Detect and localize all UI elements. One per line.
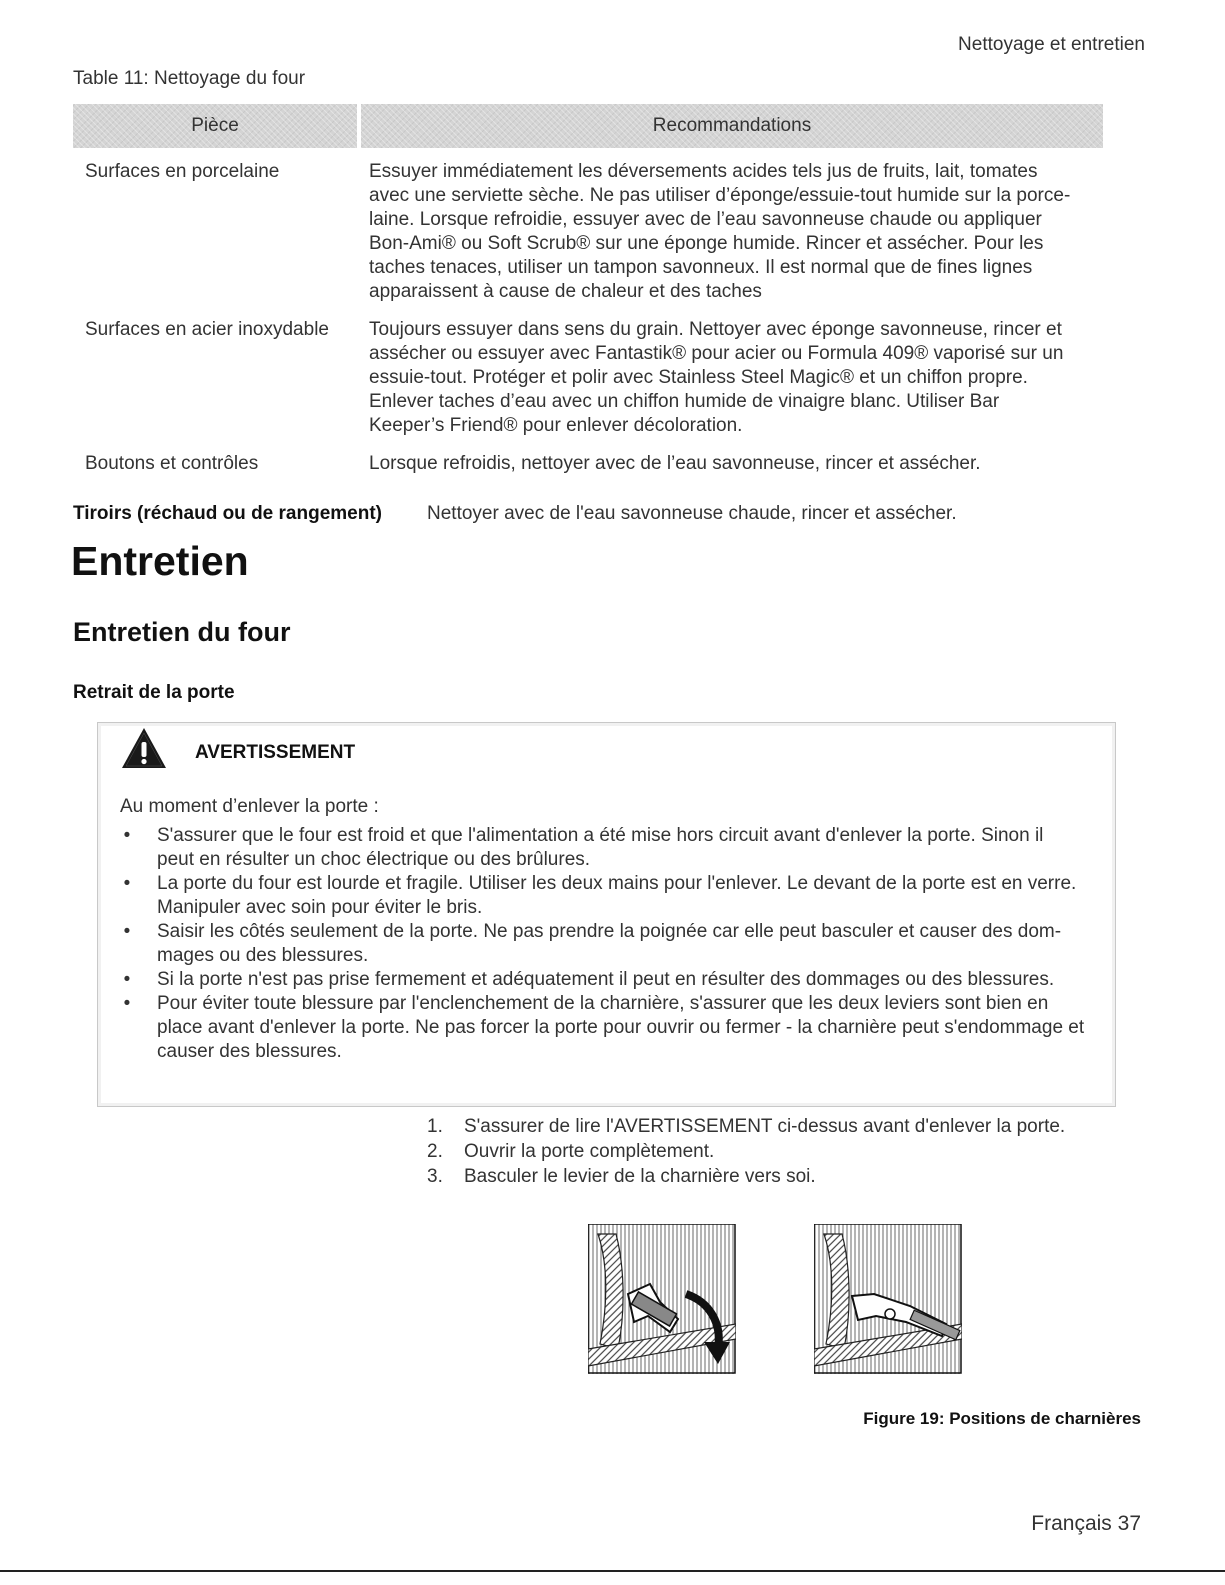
heading-entretien-du-four: Entretien du four: [73, 617, 291, 647]
text-line: Bon-Ami® ou Soft Scrub® sur une éponge humide. Rincer et assécher. Pour les: [369, 233, 1044, 254]
text-line: assécher ou essuyer avec Fantastik® pour acier ou Formula 409® vaporisé sur un: [369, 343, 1064, 364]
step-number: 2.: [427, 1141, 443, 1162]
text-line: taches tenaces, utiliser un tampon savonneux. Il est normal que de fines lignes: [369, 257, 1033, 278]
figure-caption: Figure 19: Positions de charnières: [863, 1409, 1141, 1428]
step-text: Basculer le levier de la charnière vers soi.: [464, 1166, 816, 1187]
row-part-label: Boutons et contrôles: [85, 453, 259, 474]
hinge-lever-open-illustration: [814, 1224, 962, 1374]
table-row: [73, 318, 1103, 438]
step-item: [427, 1139, 1065, 1164]
text-line: peut en résulter un choc électrique ou des brûlures.: [157, 849, 591, 870]
drawer-text: Nettoyer avec de l'eau savonneuse chaude, rincer et assécher.: [427, 503, 957, 524]
bullet: •: [123, 873, 131, 894]
list-item: [120, 872, 1109, 920]
warning-intro: Au moment d’enlever la porte :: [120, 796, 379, 817]
heading-retrait-porte: Retrait de la porte: [73, 682, 235, 703]
text-line: avec une serviette sèche. Ne pas utiliser d’éponge/essuie-tout humide sur la porce-: [369, 185, 1071, 206]
page-footer: Français 37: [1031, 1512, 1141, 1535]
text-line: essuie-tout. Protéger et polir avec Stainless Steel Magic® et un chiffon propre.: [369, 367, 1028, 388]
warning-box: [97, 722, 1116, 1107]
text-line: La porte du four est lourde et fragile. Utiliser les deux mains pour l'enlever. Le devant de la porte est en verre.: [157, 873, 1077, 894]
list-item: [120, 992, 1109, 1064]
bullet: •: [123, 921, 131, 942]
text-line: Manipuler avec soin pour éviter le bris.: [157, 897, 483, 918]
row-recommendation: [357, 318, 1103, 438]
text-line: Essuyer immédiatement les déversements acides tels jus de fruits, lait, tomates: [369, 161, 1038, 182]
text-line: mages ou des blessures.: [157, 945, 369, 966]
list-item: [120, 824, 1109, 872]
list-item: [120, 968, 1109, 992]
bullet: •: [123, 969, 131, 990]
step-item: [427, 1114, 1065, 1139]
step-text: S'assurer de lire l'AVERTISSEMENT ci-dessus avant d'enlever la porte.: [464, 1116, 1066, 1137]
table-row: [73, 160, 1103, 304]
cleaning-table: [73, 104, 1103, 476]
text-line: Toujours essuyer dans sens du grain. Nettoyer avec éponge savonneuse, rincer et: [369, 319, 1062, 340]
drawer-row: [73, 503, 957, 525]
bullet: •: [123, 993, 131, 1014]
hinge-lever-closed-illustration: [588, 1224, 736, 1374]
text-line: Saisir les côtés seulement de la porte. Ne pas prendre la poignée car elle peut basculer et causer des dom-: [157, 921, 1062, 942]
warning-triangle-icon: [121, 727, 167, 769]
text-line: causer des blessures.: [157, 1041, 342, 1062]
table-caption: Table 11: Nettoyage du four: [73, 68, 306, 89]
text-line: S'assurer que le four est froid et que l'alimentation a été mise hors circuit avant d'enlever la porte. Sinon il: [157, 825, 1044, 846]
warning-title-text: AVERTISSEMENT: [195, 742, 356, 763]
text-line: apparaissent à cause de chaleur et des taches: [369, 281, 762, 302]
column-header-recommandations: Recommandations: [361, 104, 1103, 148]
table-row: [73, 452, 1103, 476]
bullet: •: [123, 825, 131, 846]
steps-list: [427, 1114, 1065, 1189]
column-header-piece: Pièce: [73, 104, 357, 148]
row-recommendation: [357, 452, 1103, 476]
running-header: Nettoyage et entretien: [958, 34, 1145, 55]
text-line: Enlever taches d’eau avec un chiffon humide de vinaigre blanc. Utiliser Bar: [369, 391, 1000, 412]
row-recommendation: [357, 160, 1103, 304]
warning-title: [121, 727, 355, 769]
text-line: Si la porte n'est pas prise fermement et adéquatement il peut en résulter des dommages ou des blessures.: [157, 969, 1055, 990]
drawer-label: Tiroirs (réchaud ou de rangement): [73, 503, 382, 524]
step-number: 3.: [427, 1166, 443, 1187]
step-number: 1.: [427, 1116, 443, 1137]
heading-entretien: Entretien: [71, 538, 249, 584]
step-item: [427, 1164, 1065, 1189]
table-header-row: [73, 104, 1103, 148]
text-line: Keeper’s Friend® pour enlever décoloration.: [369, 415, 743, 436]
step-text: Ouvrir la porte complètement.: [464, 1141, 715, 1162]
text-line: laine. Lorsque refroidie, essuyer avec de l’eau savonneuse chaude ou appliquer: [369, 209, 1042, 230]
row-part-label: Surfaces en porcelaine: [85, 161, 280, 182]
list-item: [120, 920, 1109, 968]
text-line: Lorsque refroidis, nettoyer avec de l’eau savonneuse, rincer et assécher.: [369, 453, 981, 474]
bottom-rule: [0, 1570, 1225, 1572]
row-part-label: Surfaces en acier inoxydable: [85, 319, 329, 340]
text-line: Pour éviter toute blessure par l'enclenchement de la charnière, s'assurer que les deux leviers sont bien en: [157, 993, 1049, 1014]
text-line: place avant d'enlever la porte. Ne pas forcer la porte pour ouvrir ou fermer - la charnière peut s'endommage et: [157, 1017, 1085, 1038]
warning-list: [120, 824, 1109, 1064]
